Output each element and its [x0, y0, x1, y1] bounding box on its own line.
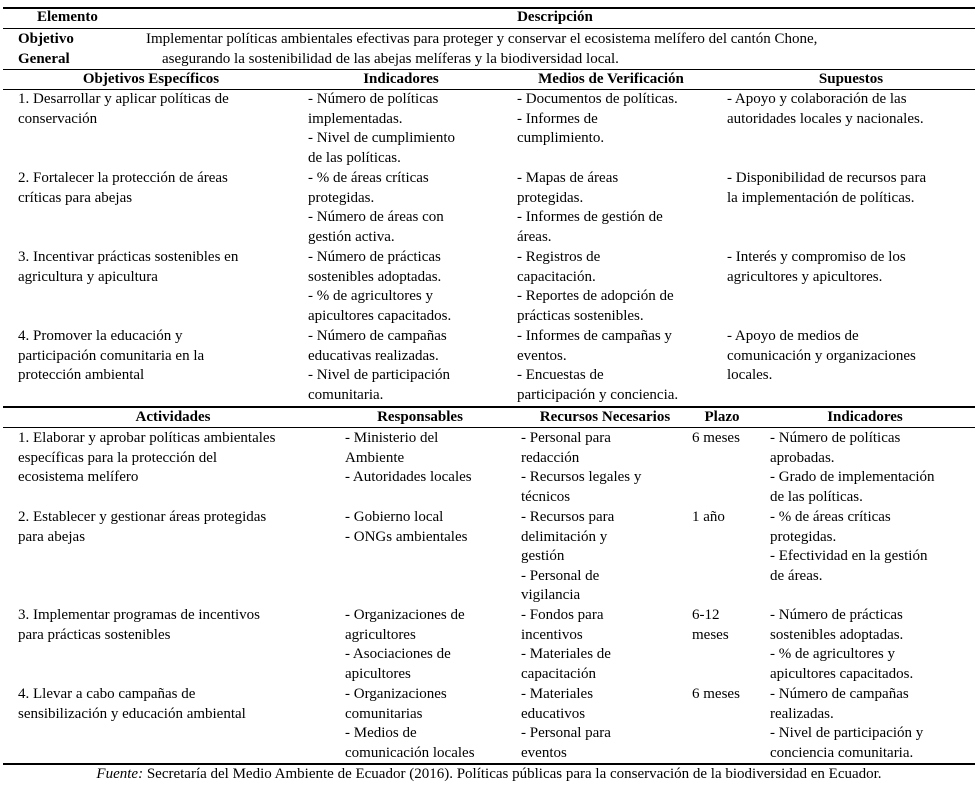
activity-indicadores-cell: - % de áreas críticas protegidas. - Efectividad en la gestión de áreas.: [770, 509, 928, 584]
activities-header-plazo: Plazo: [704, 409, 740, 425]
activity-responsables-cell: - Gobierno local - ONGs ambientales: [345, 509, 468, 545]
matrix-header-supuestos: Supuestos: [818, 71, 884, 87]
activity-recursos-cell: - Materiales educativos - Personal para eventos: [521, 686, 611, 761]
activity-plazo-cell: 6 meses: [692, 430, 740, 446]
activity-actividad-cell: 2. Establecer y gestionar áreas protegidas para abejas: [18, 509, 267, 545]
matrix-medios-cell: - Registros de capacitación. - Reportes de adopción de prácticas sostenibles.: [517, 249, 674, 324]
matrix-objetivo-cell: 3. Incentivar prácticas sostenibles en agricultura y apicultura: [18, 249, 239, 285]
matrix-indicadores-cell: - Número de prácticas sostenibles adoptadas. - % de agricultores y apicultores capacitados.: [308, 249, 452, 324]
matrix-supuestos-cell: - Interés y compromiso de los agricultores y apicultores.: [727, 249, 906, 285]
activities-header-recursos: Recursos Necesarios: [539, 409, 671, 425]
activities-header-responsables: Responsables: [377, 409, 463, 425]
activity-plazo-cell: 6 meses: [692, 686, 740, 702]
objetivo-general-label: Objetivo General: [18, 31, 74, 67]
source-text: Secretaría del Medio Ambiente de Ecuador (2016). Políticas públicas para la conservación de la biodiversidad en Ecuador.: [143, 766, 882, 782]
activity-indicadores-cell: - Número de políticas aprobadas. - Grado de implementación de las políticas.: [770, 430, 935, 505]
activity-recursos-cell: - Personal para redacción - Recursos legales y técnicos: [521, 430, 642, 505]
matrix-indicadores-cell: - Número de campañas educativas realizadas. - Nivel de participación comunitaria.: [308, 328, 451, 403]
activity-recursos-cell: - Recursos para delimitación y gestión - Personal de vigilancia: [521, 509, 615, 603]
activity-actividad-cell: 1. Elaborar y aprobar políticas ambientales específicas para la protección del ecosistema melífero: [18, 430, 276, 485]
matrix-medios-cell: - Mapas de áreas protegidas. - Informes de gestión de áreas.: [517, 170, 663, 245]
activity-responsables-cell: - Ministerio del Ambiente - Autoridades locales: [345, 430, 472, 485]
header-elemento: Elemento: [37, 9, 98, 25]
source-footnote: [0, 765, 978, 785]
matrix-header-medios: Medios de Verificación: [538, 71, 684, 87]
objetivo-general-line-1: Implementar políticas ambientales efectivas para proteger y conservar el ecosistema melífero del cantón Chone,: [146, 31, 818, 47]
activity-actividad-cell: 4. Llevar a cabo campañas de sensibilización y educación ambiental: [18, 686, 246, 722]
matrix-header-objetivos: Objetivos Específicos: [82, 71, 220, 87]
matrix-medios-cell: - Informes de campañas y eventos. - Encuestas de participación y conciencia.: [517, 328, 679, 403]
header-rule: [3, 28, 975, 29]
activity-actividad-cell: 3. Implementar programas de incentivos para prácticas sostenibles: [18, 607, 261, 643]
matrix-supuestos-cell: - Apoyo de medios de comunicación y organizaciones locales.: [727, 328, 916, 383]
matrix-objetivo-cell: 1. Desarrollar y aplicar políticas de conservación: [18, 91, 229, 127]
matrix-supuestos-cell: - Apoyo y colaboración de las autoridades locales y nacionales.: [727, 91, 924, 127]
activity-indicadores-cell: - Número de prácticas sostenibles adoptadas. - % de agricultores y apicultores capacitados.: [770, 607, 914, 682]
activities-header-indicadores: Indicadores: [827, 409, 903, 425]
activity-recursos-cell: - Fondos para incentivos - Materiales de capacitación: [521, 607, 611, 682]
matrix-header-indicadores: Indicadores: [363, 71, 439, 87]
source-label: Fuente:: [96, 766, 144, 782]
activity-responsables-cell: - Organizaciones de agricultores - Asociaciones de apicultores: [345, 607, 465, 682]
activity-plazo-cell: 1 año: [692, 509, 725, 525]
activity-responsables-cell: - Organizaciones comunitarias - Medios de comunicación locales: [345, 686, 475, 761]
matrix-objetivo-cell: 4. Promover la educación y participación comunitaria en la protección ambiental: [18, 328, 205, 383]
objetivo-general-line-2: asegurando la sostenibilidad de las abejas melíferas y la biodiversidad local.: [162, 51, 619, 67]
activity-indicadores-cell: - Número de campañas realizadas. - Nivel de participación y conciencia comunitaria.: [770, 686, 924, 761]
matrix-medios-cell: - Documentos de políticas. - Informes de cumplimiento.: [517, 91, 678, 146]
matrix-objetivo-cell: 2. Fortalecer la protección de áreas críticas para abejas: [18, 170, 228, 206]
matrix-indicadores-cell: - % de áreas críticas protegidas. - Número de áreas con gestión activa.: [308, 170, 444, 245]
matrix-supuestos-cell: - Disponibilidad de recursos para la implementación de políticas.: [727, 170, 927, 206]
activity-plazo-cell: 6-12 meses: [692, 607, 729, 643]
activities-header-actividades: Actividades: [135, 409, 211, 425]
header-descripcion: Descripción: [517, 9, 593, 25]
matrix-indicadores-cell: - Número de políticas implementadas. - Nivel de cumplimiento de las políticas.: [308, 91, 456, 166]
